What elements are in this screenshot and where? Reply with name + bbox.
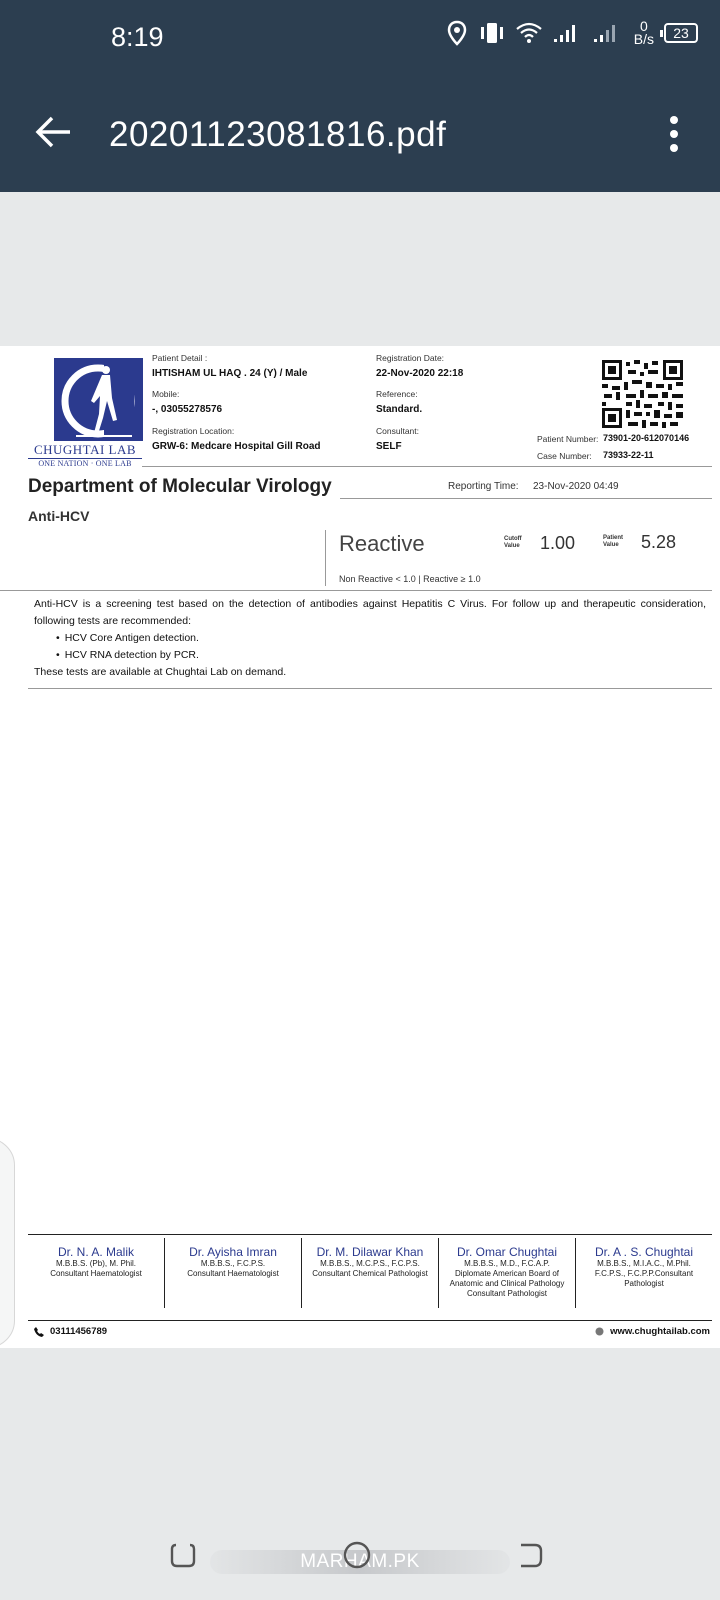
doctor-qualifications: M.B.B.S. (Pb), M. Phil.	[55, 1259, 136, 1268]
recommended-test: • HCV RNA detection by PCR.	[56, 647, 706, 664]
arrow-left-icon[interactable]	[32, 110, 76, 154]
footer-phone	[34, 1326, 107, 1337]
patient-value: 5.28	[641, 532, 677, 552]
location-icon	[446, 20, 468, 46]
reference-value: Standard.	[376, 404, 423, 415]
status-bar	[0, 0, 720, 80]
recommended-test: • HCV Core Antigen detection.	[56, 630, 706, 647]
phone-number: 03111456789	[50, 1326, 108, 1337]
signal-icon-2	[592, 22, 622, 44]
case-number-label: Case Number:	[537, 451, 592, 461]
mobile-label: Mobile:	[152, 389, 180, 399]
patient-detail-label: Patient Detail :	[152, 353, 208, 363]
doctor-title: F.C.P.S., F.C.P.P.Consultant Pathologist	[594, 1269, 694, 1288]
navigation-bar	[0, 1510, 720, 1600]
description-text: Anti-HCV is a screening test based on the detection of antibodies against Hepatitis C Virus. For follow up and therapeutic consideration, following tests are recommended:	[34, 598, 706, 627]
doctor-qualifications: M.B.B.S., M.C.P.S., F.C.P.S.	[320, 1259, 420, 1268]
back-icon[interactable]	[515, 1540, 545, 1570]
lab-name: CHUGHTAI LAB	[33, 442, 137, 457]
vibrate-icon	[478, 21, 506, 45]
footer-bottom-line	[28, 1320, 712, 1321]
net-speed-value: 0	[639, 18, 648, 34]
doctor-name: Dr. A . S. Chughtai	[594, 1245, 694, 1259]
doctor-title: Consultant Haematologist	[187, 1269, 279, 1278]
case-number: 73933-22-11	[603, 450, 654, 460]
battery-icon: 23	[664, 23, 698, 43]
registration-date-label: Registration Date:	[376, 353, 445, 363]
doctor-title: Consultant Chemical Pathologist	[312, 1269, 428, 1278]
lab-logo-text	[28, 442, 142, 468]
doctor-card	[439, 1238, 576, 1308]
doctor-title: Consultant Haematologist	[50, 1269, 142, 1278]
watermark: MARHAM.PK	[210, 1550, 510, 1574]
patient-value-label-line-1: Patient	[603, 535, 624, 541]
test-description	[34, 596, 706, 681]
status-time: 8:19	[111, 22, 164, 52]
reference-label: Reference:	[376, 389, 418, 399]
reference-range: Non Reactive < 1.0 | Reactive ≥ 1.0	[339, 574, 481, 584]
doctor-qualifications: M.B.B.S., M.I.A.C., M.Phil.	[597, 1259, 691, 1268]
patient-detail: IHTISHAM UL HAQ . 24 (Y) / Male	[152, 368, 308, 379]
registration-location-label: Registration Location:	[152, 426, 235, 436]
net-speed-unit: B/s	[633, 31, 654, 47]
document-title: 20201123081816.pdf	[109, 115, 447, 154]
footer-website	[595, 1326, 710, 1337]
doctor-title: Diplomate American Board of Anatomic and Clinical Pathology Consultant Pathologist	[449, 1269, 565, 1298]
net-speed	[634, 20, 654, 46]
footer-top-line	[28, 1234, 712, 1235]
doctor-card	[165, 1238, 302, 1308]
signal-icon	[552, 22, 582, 44]
patient-value-label-line-2: Value	[603, 542, 619, 548]
patient-number-label: Patient Number:	[537, 434, 599, 444]
doctor-name: Dr. Omar Chughtai	[456, 1245, 558, 1259]
doctors-signatures	[28, 1238, 712, 1308]
divider-vertical	[325, 530, 326, 586]
department-title: Department of Molecular Virology	[28, 476, 332, 497]
lab-tagline: ONE NATION · ONE LAB	[28, 458, 142, 468]
doctor-name: Dr. N. A. Malik	[57, 1245, 134, 1259]
patient-value-label	[603, 535, 623, 549]
qr-code	[602, 360, 683, 428]
doctor-card	[576, 1238, 712, 1308]
recents-icon[interactable]	[168, 1540, 198, 1570]
consultant-label: Consultant:	[376, 426, 419, 436]
reporting-time-label: Reporting Time:	[448, 481, 519, 492]
divider	[0, 590, 712, 591]
pdf-page	[0, 346, 720, 1348]
availability-note: These tests are available at Chughtai Lab on demand.	[34, 666, 287, 678]
doctor-name: Dr. M. Dilawar Khan	[316, 1245, 424, 1259]
home-icon[interactable]	[342, 1540, 372, 1570]
doctor-name: Dr. Ayisha Imran	[189, 1245, 277, 1259]
more-vertical-icon[interactable]	[668, 116, 680, 154]
consultant-value: SELF	[376, 441, 402, 452]
app-bar	[0, 80, 720, 192]
cutoff-label-line-1: Cutoff	[504, 536, 522, 542]
registration-location: GRW-6: Medcare Hospital Gill Road	[152, 441, 321, 452]
divider	[28, 688, 712, 689]
lab-logo	[54, 358, 143, 441]
patient-number: 73901-20-612070146	[603, 433, 690, 443]
test-name: Anti-HCV	[28, 508, 90, 524]
globe-icon	[595, 1327, 604, 1336]
registration-date: 22-Nov-2020 22:18	[376, 368, 464, 379]
doctor-qualifications: M.B.B.S., M.D., F.C.A.P.	[464, 1259, 550, 1268]
divider	[142, 466, 712, 467]
status-icons	[446, 20, 698, 46]
cutoff-label-line-2: Value	[504, 543, 520, 549]
divider	[340, 498, 712, 499]
wifi-icon	[516, 22, 542, 44]
mobile-value: -, 03055278576	[152, 404, 223, 415]
doctor-qualifications: M.B.B.S., F.C.P.S.	[200, 1259, 266, 1268]
phone-icon	[34, 1327, 44, 1337]
reporting-time: 23-Nov-2020 04:49	[533, 481, 619, 492]
edge-panel-handle[interactable]	[0, 1138, 15, 1348]
recommended-tests	[56, 630, 706, 664]
doctor-card	[28, 1238, 165, 1308]
result-text: Reactive	[339, 531, 425, 556]
cutoff-value: 1.00	[540, 533, 576, 553]
doctor-card	[302, 1238, 439, 1308]
website: www.chughtailab.com	[610, 1326, 710, 1337]
cutoff-label	[504, 536, 522, 550]
